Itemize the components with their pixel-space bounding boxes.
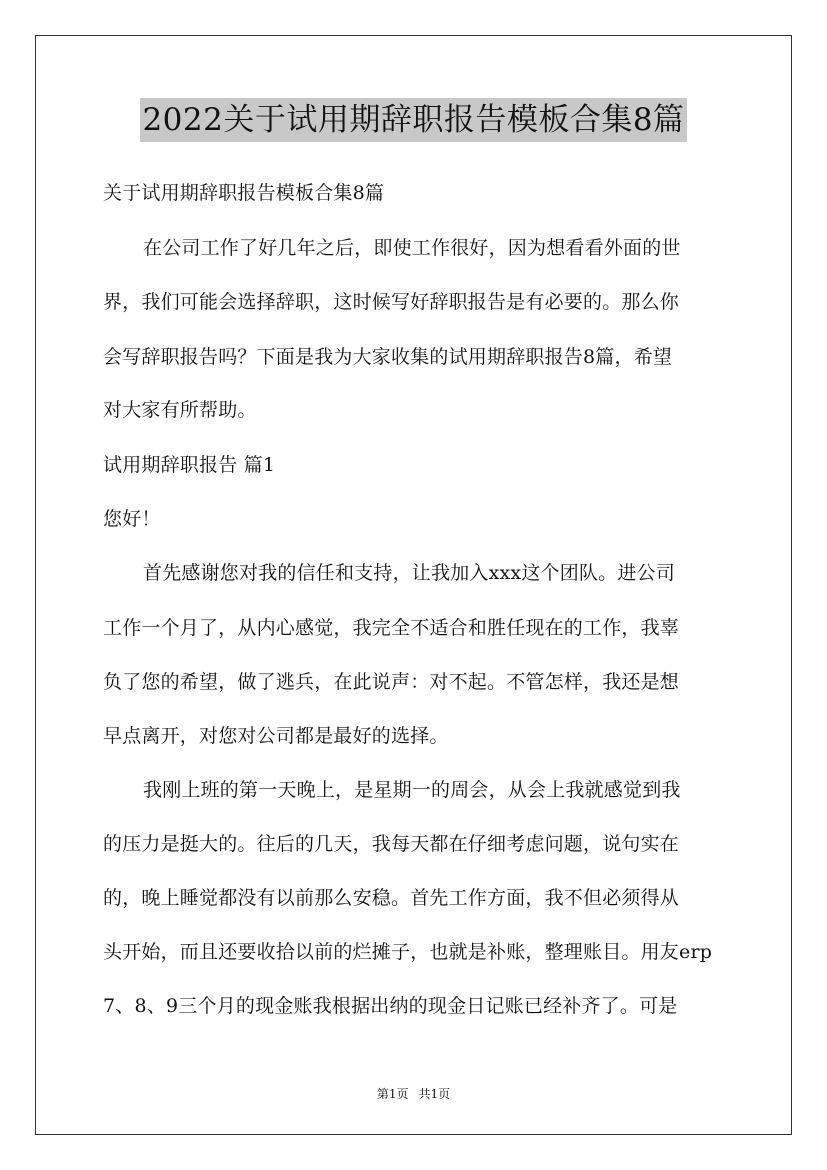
paragraph-line: 的，晚上睡觉都没有以前那么安稳。首先工作方面，我不但必须得从 xyxy=(103,887,680,909)
paragraph-line: 界，我们可能会选择辞职，这时候写好辞职报告是有必要的。那么你 xyxy=(103,291,680,313)
document-title: 2022关于试用期辞职报告模板合集8篇 xyxy=(140,98,686,142)
paragraph-line: 首先感谢您对我的信任和支持，让我加入xxx这个团队。进公司 xyxy=(143,562,675,584)
paragraph-line: 会写辞职报告吗？下面是我为大家收集的试用期辞职报告8篇，希望 xyxy=(103,346,673,368)
page-footer xyxy=(0,1085,827,1102)
salutation: 您好！ xyxy=(103,508,161,530)
paragraph-line: 我刚上班的第一天晚上，是星期一的周会，从会上我就感觉到我 xyxy=(143,779,681,801)
paragraph-line: 早点离开，对您对公司都是最好的选择。 xyxy=(103,725,449,747)
paragraph-line: 负了您的希望，做了逃兵，在此说声：对不起。不管怎样，我还是想 xyxy=(103,671,680,693)
paragraph-line: 7、8、9三个月的现金账我根据出纳的现金日记账已经补齐了。可是 xyxy=(103,995,678,1017)
page-total: 共1页 xyxy=(418,1087,451,1101)
section-heading: 试用期辞职报告 篇1 xyxy=(103,454,276,476)
page-number: 第1页 xyxy=(376,1087,409,1101)
title-container xyxy=(0,98,827,142)
paragraph-line: 工作一个月了，从内心感觉，我完全不适合和胜任现在的工作，我辜 xyxy=(103,617,680,639)
paragraph-line: 头开始，而且还要收拾以前的烂摊子，也就是补账，整理账目。用友erp xyxy=(103,941,713,963)
paragraph-line: 的压力是挺大的。往后的几天，我每天都在仔细考虑问题，说句实在 xyxy=(103,833,680,855)
document-subtitle: 关于试用期辞职报告模板合集8篇 xyxy=(103,182,385,204)
paragraph-line: 对大家有所帮助。 xyxy=(103,399,257,421)
paragraph-line: 在公司工作了好几年之后，即使工作很好，因为想看看外面的世 xyxy=(143,237,681,259)
